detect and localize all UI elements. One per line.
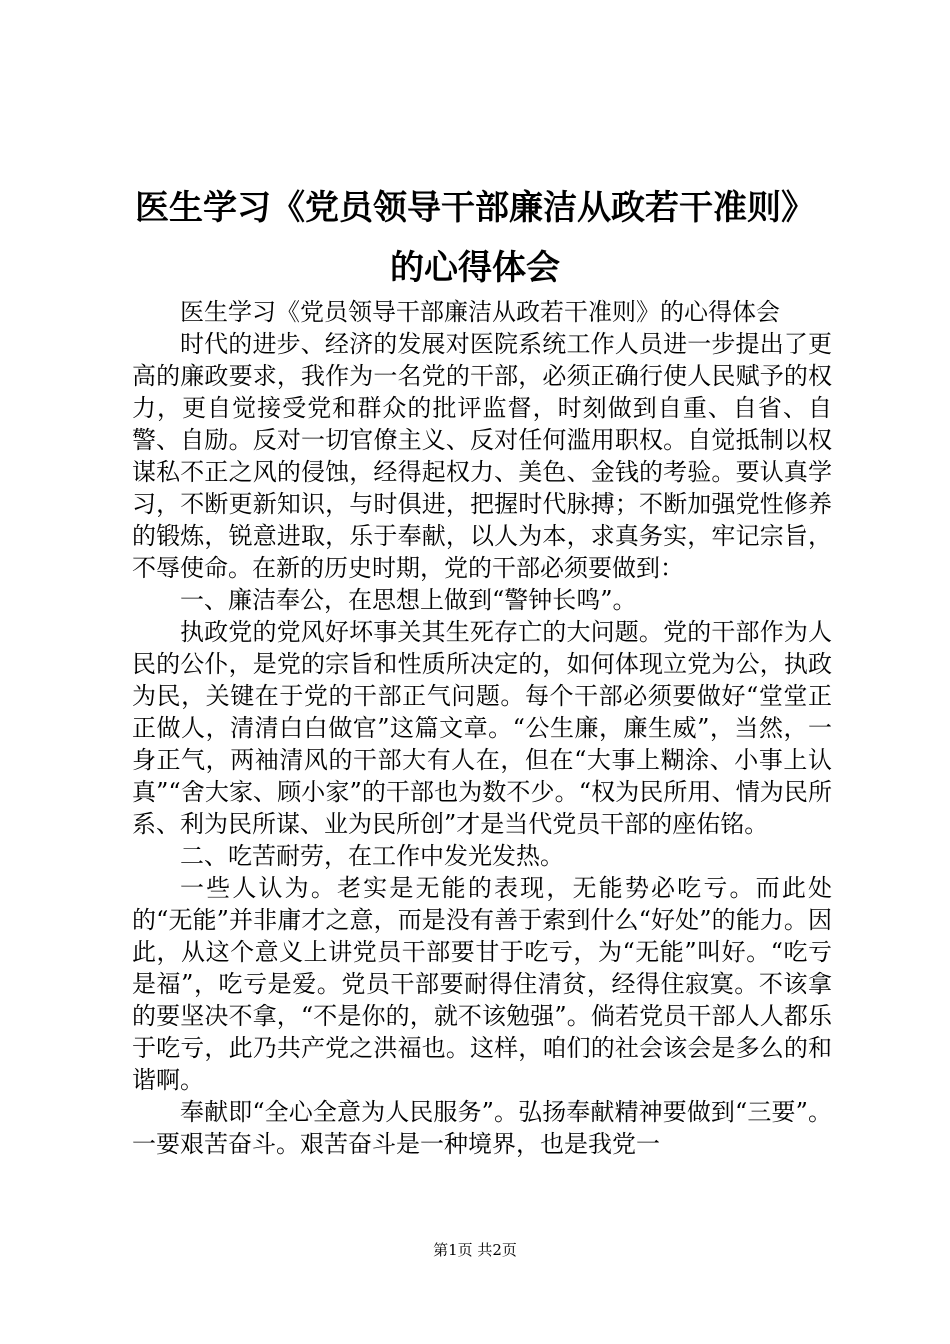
document-title-line-1: 医生学习《党员领导干部廉洁从政若干准则》 — [135, 188, 815, 228]
paragraph-heading: 医生学习《党员领导干部廉洁从政若干准则》的心得体会 — [180, 298, 780, 326]
page-footer: 第1页 共2页 — [433, 1241, 517, 1259]
section-heading: 一、廉洁奉公，在思想上做到“警钟长鸣”。 — [180, 586, 637, 614]
paragraph: 奉献即“全心全意为人民服务”。弘扬奉献精神要做到“三要”。一要艰苦奋斗。艰苦奋斗是一种境界，也是我党一 — [132, 1098, 832, 1158]
paragraph: 执政党的党风好坏事关其生死存亡的大问题。党的干部作为人民的公仆，是党的宗旨和性质所决定的，如何体现立党为公，执政为民，关键在于党的干部正气问题。每个干部必须要做好“堂堂正正做人，清清白白做官”这篇文章。“公生廉，廉生威”，当然，一身正气，两袖清风的干部大有人在，但在“大事上糊涂、小事上认真”“舍大家、顾小家”的干部也为数不少。“权为民所用、情为民所系、利为民所谋、业为民所创”才是当代党员干部的座佑铭。 — [132, 618, 832, 838]
document-body — [132, 296, 832, 1160]
paragraph: 时代的进步、经济的发展对医院系统工作人员进一步提出了更高的廉政要求，我作为一名党的干部，必须正确行使人民赋予的权力，更自觉接受党和群众的批评监督，时刻做到自重、自省、自警、自励。反对一切官僚主义、反对任何滥用职权。自觉抵制以权谋私不正之风的侵蚀，经得起权力、美色、金钱的考验。要认真学习，不断更新知识，与时俱进，把握时代脉搏；不断加强党性修养的锻炼，锐意进取，乐于奉献，以人为本，求真务实，牢记宗旨，不辱使命。在新的历史时期，党的干部必须要做到： — [132, 330, 832, 582]
section-heading: 二、吃苦耐劳，在工作中发光发热。 — [180, 842, 564, 870]
document-title-line-2: 的心得体会 — [390, 248, 560, 288]
paragraph: 一些人认为。老实是无能的表现，无能势必吃亏。而此处的“无能”并非庸才之意，而是没有善于索到什么“好处”的能力。因此，从这个意义上讲党员干部要甘于吃亏，为“无能”叫好。“吃亏是福”，吃亏是爱。党员干部要耐得住清贫，经得住寂寞。不该拿的要坚决不拿，“不是你的，就不该勉强”。倘若党员干部人人都乐于吃亏，此乃共产党之洪福也。这样，咱们的社会该会是多么的和谐啊。 — [132, 874, 832, 1094]
